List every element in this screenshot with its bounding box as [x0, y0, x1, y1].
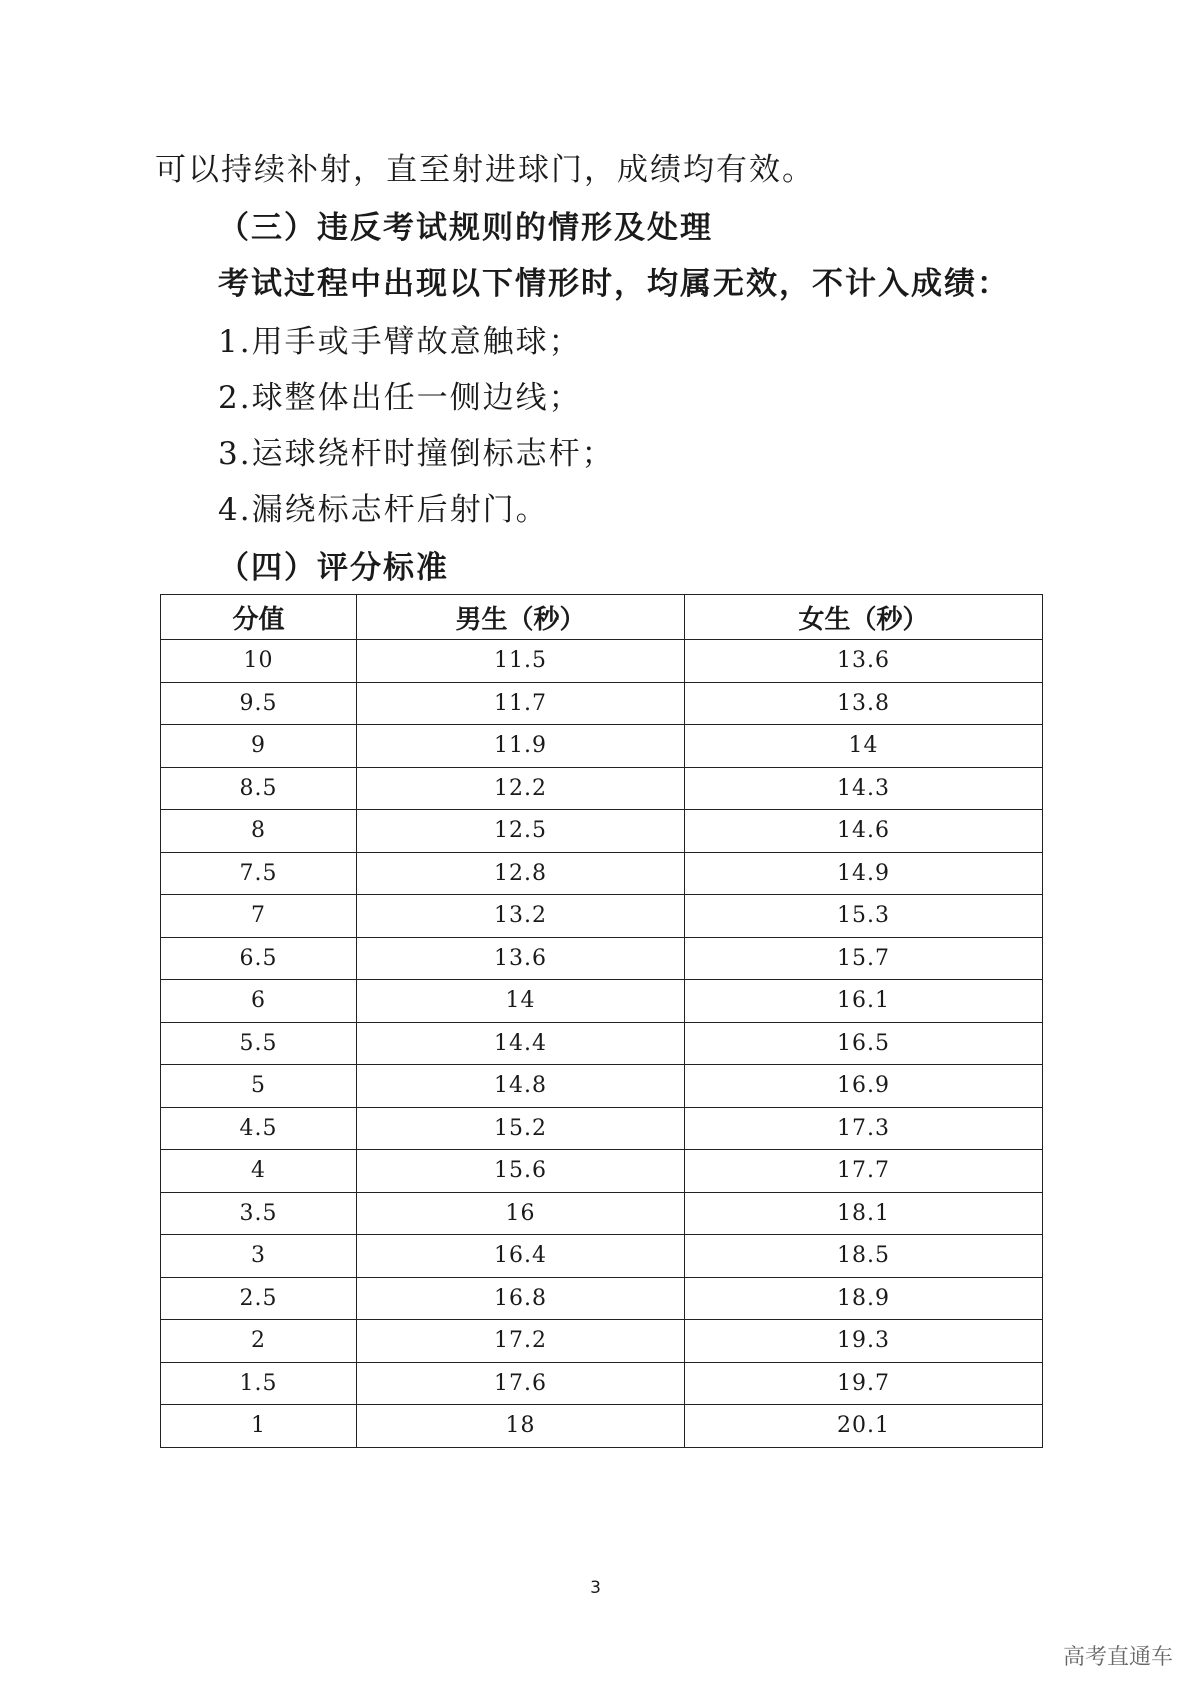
cell-female-seconds: 19.7	[685, 1362, 1043, 1405]
cell-female-seconds: 16.1	[685, 980, 1043, 1023]
cell-score: 1.5	[161, 1362, 357, 1405]
watermark: 高考直通车	[1062, 1645, 1173, 1670]
cell-score: 5.5	[161, 1022, 357, 1065]
cell-female-seconds: 16.5	[685, 1022, 1043, 1065]
cell-male-seconds: 17.2	[357, 1320, 685, 1363]
rule-item-4: 4.漏绕标志杆后射门。	[218, 492, 549, 528]
cell-female-seconds: 15.3	[685, 895, 1043, 938]
cell-male-seconds: 15.2	[357, 1107, 685, 1150]
paragraph-continuation: 可以持续补射，直至射进球门，成绩均有效。	[155, 152, 815, 188]
cell-male-seconds: 14.4	[357, 1022, 685, 1065]
cell-score: 2.5	[161, 1277, 357, 1320]
cell-male-seconds: 16.4	[357, 1235, 685, 1278]
cell-score: 7	[161, 895, 357, 938]
cell-male-seconds: 15.6	[357, 1150, 685, 1193]
table-row	[161, 937, 1043, 980]
section-heading-3: （三）违反考试规则的情形及处理	[218, 210, 713, 246]
cell-female-seconds: 14	[685, 725, 1043, 768]
cell-score: 9.5	[161, 682, 357, 725]
cell-female-seconds: 18.9	[685, 1277, 1043, 1320]
cell-female-seconds: 14.3	[685, 767, 1043, 810]
cell-score: 3	[161, 1235, 357, 1278]
table-row	[161, 1277, 1043, 1320]
cell-score: 4	[161, 1150, 357, 1193]
section-intro: 考试过程中出现以下情形时，均属无效，不计入成绩：	[218, 266, 1010, 302]
table-row	[161, 640, 1043, 683]
cell-female-seconds: 15.7	[685, 937, 1043, 980]
cell-female-seconds: 17.3	[685, 1107, 1043, 1150]
cell-male-seconds: 14	[357, 980, 685, 1023]
table-row	[161, 1192, 1043, 1235]
table-row	[161, 1065, 1043, 1108]
cell-male-seconds: 16.8	[357, 1277, 685, 1320]
cell-score: 8	[161, 810, 357, 853]
cell-score: 8.5	[161, 767, 357, 810]
table-row	[161, 1150, 1043, 1193]
cell-score: 6.5	[161, 937, 357, 980]
cell-female-seconds: 18.5	[685, 1235, 1043, 1278]
cell-male-seconds: 11.5	[357, 640, 685, 683]
cell-female-seconds: 13.6	[685, 640, 1043, 683]
cell-male-seconds: 14.8	[357, 1065, 685, 1108]
table-row	[161, 895, 1043, 938]
cell-female-seconds: 20.1	[685, 1405, 1043, 1448]
cell-score: 7.5	[161, 852, 357, 895]
table-row	[161, 852, 1043, 895]
cell-score: 5	[161, 1065, 357, 1108]
table-header-row	[161, 595, 1043, 640]
table-row	[161, 1107, 1043, 1150]
cell-male-seconds: 13.6	[357, 937, 685, 980]
cell-male-seconds: 11.7	[357, 682, 685, 725]
cell-male-seconds: 18	[357, 1405, 685, 1448]
rule-item-2: 2.球整体出任一侧边线；	[218, 380, 582, 416]
rule-item-3: 3.运球绕杆时撞倒标志杆；	[218, 436, 615, 472]
table-row	[161, 725, 1043, 768]
cell-female-seconds: 14.9	[685, 852, 1043, 895]
header-female-seconds: 女生（秒）	[685, 595, 1043, 640]
table-row	[161, 810, 1043, 853]
cell-score: 2	[161, 1320, 357, 1363]
table-row	[161, 1022, 1043, 1065]
cell-score: 10	[161, 640, 357, 683]
cell-female-seconds: 14.6	[685, 810, 1043, 853]
table-body	[161, 640, 1043, 1448]
cell-score: 1	[161, 1405, 357, 1448]
table-row	[161, 767, 1043, 810]
cell-male-seconds: 12.2	[357, 767, 685, 810]
cell-male-seconds: 11.9	[357, 725, 685, 768]
page-number: 3	[590, 1578, 601, 1598]
cell-female-seconds: 18.1	[685, 1192, 1043, 1235]
cell-female-seconds: 19.3	[685, 1320, 1043, 1363]
cell-male-seconds: 12.8	[357, 852, 685, 895]
cell-female-seconds: 13.8	[685, 682, 1043, 725]
cell-male-seconds: 12.5	[357, 810, 685, 853]
cell-male-seconds: 16	[357, 1192, 685, 1235]
table-row	[161, 682, 1043, 725]
table-row	[161, 1405, 1043, 1448]
cell-score: 9	[161, 725, 357, 768]
cell-score: 4.5	[161, 1107, 357, 1150]
header-male-seconds: 男生（秒）	[357, 595, 685, 640]
cell-score: 6	[161, 980, 357, 1023]
score-table	[160, 594, 1043, 1448]
cell-male-seconds: 17.6	[357, 1362, 685, 1405]
rule-item-1: 1.用手或手臂故意触球；	[218, 324, 582, 360]
cell-score: 3.5	[161, 1192, 357, 1235]
table-row	[161, 1235, 1043, 1278]
header-score: 分值	[161, 595, 357, 640]
table-row	[161, 1362, 1043, 1405]
cell-female-seconds: 17.7	[685, 1150, 1043, 1193]
table-row	[161, 1320, 1043, 1363]
cell-female-seconds: 16.9	[685, 1065, 1043, 1108]
section-heading-4: （四）评分标准	[218, 550, 449, 586]
cell-male-seconds: 13.2	[357, 895, 685, 938]
table-row	[161, 980, 1043, 1023]
